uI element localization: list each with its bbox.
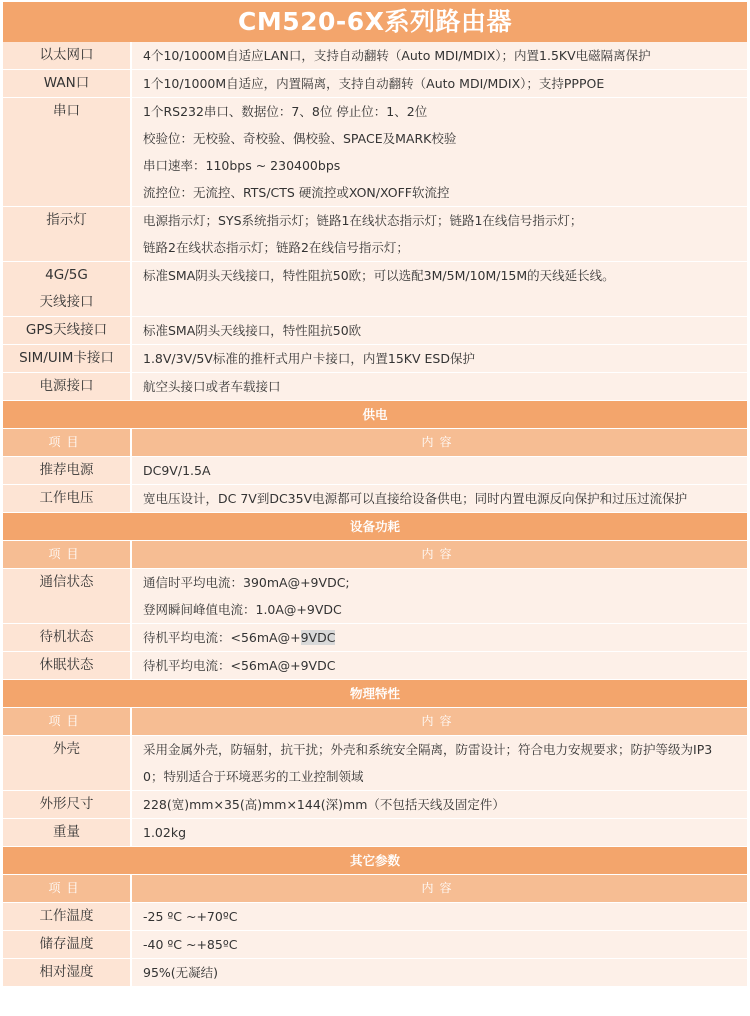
row-content-line: 采用金属外壳，防辐射，抗干扰；外壳和系统安全隔离，防雷设计；符合电力安规要求；防护等级为IP3: [143, 742, 713, 757]
row-content-line: 95%(无凝结): [143, 965, 219, 980]
spec-row: [3, 207, 747, 262]
spec-row: [3, 373, 747, 401]
row-content-cell: [131, 457, 747, 485]
column-header-row: [3, 429, 747, 457]
row-content-cell: [131, 262, 747, 317]
row-content-cell: [131, 373, 747, 401]
page-title: CM520-6X系列路由器: [3, 2, 747, 42]
row-content-line: [143, 624, 747, 651]
spec-row: [3, 70, 747, 98]
row-label: 指示灯: [46, 212, 87, 228]
row-content-line: 228(宽)mm×35(高)mm×144(深)mm（不包括天线及固定件）: [143, 797, 505, 812]
row-label-cell: [3, 903, 131, 931]
section-title: 设备功耗: [3, 513, 747, 541]
consumption-section: [3, 513, 747, 680]
row-label-cell: [3, 207, 131, 262]
row-content-line: 通信时平均电流：390mA@+9VDC;: [143, 575, 350, 590]
other-section: [3, 847, 747, 987]
row-label: 4G/5G: [45, 267, 88, 283]
section-title: 其它参数: [3, 847, 747, 875]
row-content-cell: [131, 98, 747, 207]
section-header-row: [3, 847, 747, 875]
row-content-line: 流控位：无流控、RTS/CTS 硬流控或XON/XOFF软流控: [143, 185, 450, 200]
content-prefix: 待机平均电流：<56mA@+: [143, 630, 301, 645]
spec-row: [3, 569, 747, 624]
row-label: 待机状态: [39, 629, 94, 645]
spec-row: [3, 98, 747, 207]
column-header-content: 内容: [131, 708, 747, 736]
row-label-cell: [3, 70, 131, 98]
row-content-cell: [131, 819, 747, 847]
spec-table: [3, 2, 747, 987]
row-content-cell: [131, 624, 747, 652]
row-label-cell: [3, 345, 131, 373]
row-label-cell: [3, 959, 131, 987]
row-content-cell: [131, 791, 747, 819]
spec-row: [3, 42, 747, 70]
row-content-line: 1个10/1000M自适应，内置隔离，支持自动翻转（Auto MDI/MDIX）；支持PPPOE: [143, 76, 605, 91]
row-content-line: -25 ºC ~+70ºC: [143, 909, 238, 924]
row-label-cell: [3, 485, 131, 513]
row-label-cell: [3, 931, 131, 959]
column-header-item: 项目: [3, 708, 131, 736]
row-content-line: 标准SMA阴头天线接口，特性阻抗50欧: [143, 323, 362, 338]
interfaces-section: [3, 42, 747, 401]
column-header-item: 项目: [3, 541, 131, 569]
row-label: 天线接口: [39, 294, 94, 310]
row-content-cell: [131, 569, 747, 624]
spec-row: [3, 624, 747, 652]
column-header-row: [3, 708, 747, 736]
row-label-cell: [3, 624, 131, 652]
row-label: 外形尺寸: [39, 796, 94, 812]
row-content-line: 航空头接口或者车载接口: [143, 379, 281, 394]
row-content-cell: [131, 736, 747, 791]
row-label: 休眠状态: [39, 657, 94, 673]
row-content-line: -40 ºC ~+85ºC: [143, 937, 238, 952]
spec-row: [3, 457, 747, 485]
row-content-line: 标准SMA阴头天线接口，特性阻抗50欧；可以选配3M/5M/10M/15M的天线延长线。: [143, 268, 615, 283]
row-content-line: 1个RS232串口、数据位：7、8位 停止位：1、2位: [143, 104, 428, 119]
section-header-row: [3, 513, 747, 541]
spec-sheet: [3, 2, 747, 987]
spec-row: [3, 903, 747, 931]
section-title: 物理特性: [3, 680, 747, 708]
column-header-row: [3, 875, 747, 903]
spec-row: [3, 345, 747, 373]
spec-row: [3, 736, 747, 791]
column-header-content: 内容: [131, 541, 747, 569]
row-label: 相对湿度: [39, 964, 94, 980]
row-content-line: 校验位：无校验、奇校验、偶校验、SPACE及MARK校验: [143, 131, 457, 146]
column-header-row: [3, 541, 747, 569]
row-label: SIM/UIM卡接口: [19, 350, 114, 366]
row-content-line: 0；特别适合于环境恶劣的工业控制领域: [143, 769, 364, 784]
spec-row: [3, 931, 747, 959]
row-content-cell: [131, 931, 747, 959]
section-header-row: [3, 401, 747, 429]
row-label: 储存温度: [39, 936, 94, 952]
row-label: 外壳: [53, 741, 80, 757]
row-label: 通信状态: [39, 574, 94, 590]
row-label-cell: [3, 262, 131, 317]
row-content-cell: [131, 207, 747, 262]
row-label-cell: [3, 569, 131, 624]
row-content-line: 宽电压设计，DC 7V到DC35V电源都可以直接给设备供电；同时内置电源反向保护和过压过流保护: [143, 491, 688, 506]
row-label: WAN口: [43, 75, 90, 91]
row-content-line: 1.8V/3V/5V标准的推杆式用户卡接口，内置15KV ESD保护: [143, 351, 475, 366]
row-content-line: 链路2在线状态指示灯；链路2在线信号指示灯；: [143, 240, 409, 255]
spec-row: [3, 652, 747, 680]
spec-row: [3, 485, 747, 513]
section-title: 供电: [3, 401, 747, 429]
row-label: 串口: [53, 103, 80, 119]
row-label-cell: [3, 317, 131, 345]
spec-row: [3, 959, 747, 987]
column-header-content: 内容: [131, 429, 747, 457]
row-content-cell: [131, 42, 747, 70]
row-label-cell: [3, 42, 131, 70]
row-label-cell: [3, 98, 131, 207]
physical-section: [3, 680, 747, 847]
row-label: 电源接口: [39, 378, 94, 394]
row-content-cell: [131, 903, 747, 931]
row-content-line: 1.02kg: [143, 825, 187, 840]
row-content-cell: [131, 70, 747, 98]
row-content-cell: [131, 345, 747, 373]
column-header-content: 内容: [131, 875, 747, 903]
row-label: 工作温度: [39, 908, 94, 924]
row-content-line: 串口速率：110bps ~ 230400bps: [143, 158, 341, 173]
row-label-cell: [3, 819, 131, 847]
column-header-item: 项目: [3, 429, 131, 457]
row-content-line: 待机平均电流：<56mA@+9VDC: [143, 658, 336, 673]
row-label-cell: [3, 736, 131, 791]
row-label-cell: [3, 791, 131, 819]
spec-row: [3, 317, 747, 345]
row-label-cell: [3, 457, 131, 485]
row-label: 重量: [53, 824, 80, 840]
row-label: 推荐电源: [39, 462, 94, 478]
row-content-cell: [131, 485, 747, 513]
spec-row: [3, 791, 747, 819]
row-content-cell: [131, 959, 747, 987]
row-label: 以太网口: [39, 47, 94, 63]
row-content-line: 4个10/1000M自适应LAN口，支持自动翻转（Auto MDI/MDIX）；内置1.5KV电磁隔离保护: [143, 48, 651, 63]
row-content-cell: [131, 317, 747, 345]
row-content-line: DC9V/1.5A: [143, 463, 211, 478]
title-row: [3, 2, 747, 42]
spec-row: [3, 262, 747, 317]
row-label: GPS天线接口: [25, 322, 108, 338]
spec-row: [3, 819, 747, 847]
highlighted-text: 9VDC: [300, 630, 336, 645]
column-header-item: 项目: [3, 875, 131, 903]
row-label-cell: [3, 373, 131, 401]
row-label: 工作电压: [39, 490, 94, 506]
section-header-row: [3, 680, 747, 708]
row-content-line: 电源指示灯；SYS系统指示灯；链路1在线状态指示灯；链路1在线信号指示灯；: [143, 213, 583, 228]
row-content-cell: [131, 652, 747, 680]
row-label-cell: [3, 652, 131, 680]
power-section: [3, 401, 747, 513]
row-content-line: 登网瞬间峰值电流：1.0A@+9VDC: [143, 602, 342, 617]
